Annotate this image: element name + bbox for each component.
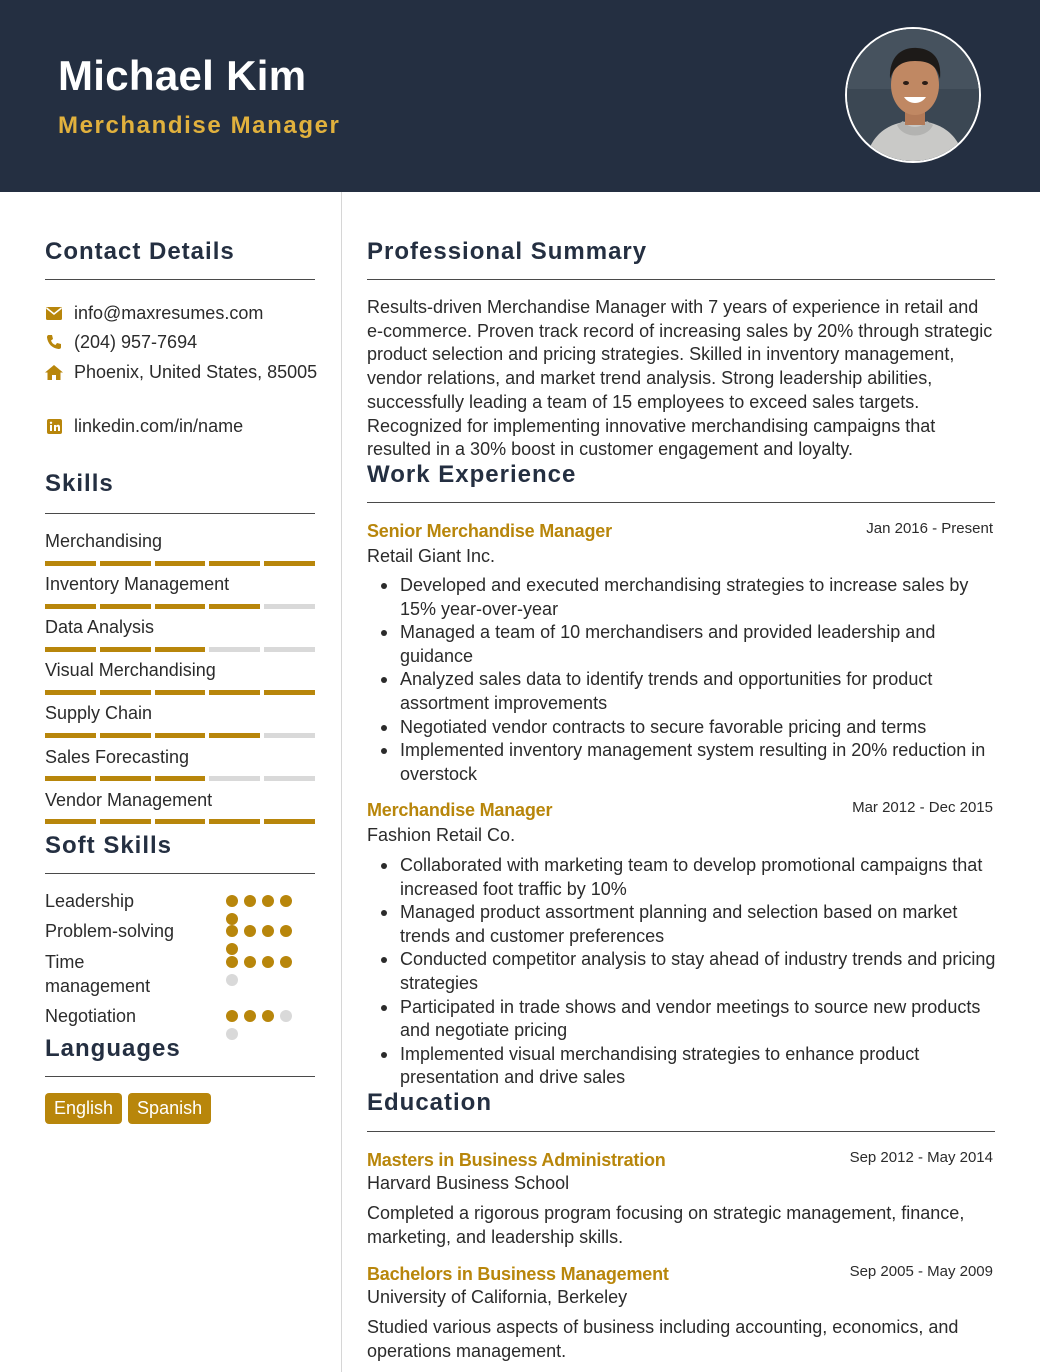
language-tag: English	[45, 1093, 122, 1124]
skill-segment-filled	[264, 690, 315, 695]
skill-level-bar	[45, 647, 315, 652]
job-role: Merchandise Manager	[367, 800, 553, 820]
skill-segment-filled	[100, 561, 151, 566]
language-tag: Spanish	[128, 1093, 211, 1124]
skill-segment-filled	[264, 819, 315, 824]
envelope-icon	[45, 304, 63, 322]
job-bullet: Collaborated with marketing team to develop promotional campaigns that increased foot traffic by 10%	[367, 854, 997, 901]
rating-dot-filled	[226, 956, 238, 968]
column-divider	[341, 192, 342, 1372]
skill-segment-empty	[264, 776, 315, 781]
skill-segment-filled	[45, 733, 96, 738]
profile-photo	[845, 27, 981, 163]
rating-dot-filled	[262, 1010, 274, 1022]
skill-segment-filled	[209, 604, 260, 609]
contact-linkedin-text: linkedin.com/in/name	[74, 415, 244, 436]
soft-skill-dots	[226, 895, 298, 925]
skill-segment-filled	[155, 561, 206, 566]
contact-linkedin[interactable]	[45, 415, 243, 437]
rating-dot-filled	[244, 925, 256, 937]
job-bullet: Implemented visual merchandising strategies to enhance product presentation and drive sales	[367, 1043, 997, 1090]
skill-segment-filled	[45, 819, 96, 824]
rating-dot-filled	[280, 956, 292, 968]
home-icon	[45, 363, 63, 381]
soft-skills-heading: Soft Skills	[45, 832, 173, 859]
rating-dot-filled	[262, 956, 274, 968]
skill-segment-filled	[100, 690, 151, 695]
rating-dot-empty	[226, 974, 238, 986]
soft-skill-dots	[226, 1010, 298, 1040]
skill-segment-empty	[209, 647, 260, 652]
contact-heading-rule	[45, 279, 315, 280]
linkedin-icon	[45, 417, 63, 435]
skill-segment-filled	[209, 561, 260, 566]
rating-dot-filled	[244, 895, 256, 907]
skill-level-bar	[45, 819, 315, 824]
summary-heading-rule	[367, 279, 995, 280]
education-heading-rule	[367, 1131, 995, 1132]
skill-segment-empty	[264, 604, 315, 609]
experience-heading-rule	[367, 502, 995, 503]
rating-dot-filled	[226, 925, 238, 937]
languages-heading: Languages	[45, 1035, 181, 1062]
skill-segment-filled	[100, 733, 151, 738]
skill-segment-filled	[45, 561, 96, 566]
job-bullet: Negotiated vendor contracts to secure favorable pricing and terms	[367, 716, 997, 740]
skill-segment-filled	[264, 561, 315, 566]
candidate-title: Merchandise Manager	[58, 112, 341, 139]
skill-segment-filled	[100, 604, 151, 609]
skill-segment-filled	[155, 733, 206, 738]
skill-name: Sales Forecasting	[45, 747, 190, 767]
contact-phone[interactable]	[45, 331, 197, 353]
job-bullets	[367, 574, 997, 786]
skill-level-bar	[45, 690, 315, 695]
skills-heading: Skills	[45, 470, 114, 497]
rating-dot-filled	[262, 925, 274, 937]
skill-segment-filled	[100, 647, 151, 652]
languages-heading-rule	[45, 1076, 315, 1077]
job-bullet: Analyzed sales data to identify trends and opportunities for product assortment improvements	[367, 668, 997, 715]
skill-level-bar	[45, 733, 315, 738]
soft-skill-name: Negotiation	[45, 1006, 137, 1026]
rating-dot-filled	[226, 943, 238, 955]
resume-header	[0, 0, 1040, 192]
rating-dot-filled	[226, 895, 238, 907]
job-bullet: Conducted competitor analysis to stay ahead of industry trends and pricing strategies	[367, 948, 997, 995]
skill-name: Visual Merchandising	[45, 660, 216, 680]
rating-dot-filled	[226, 1010, 238, 1022]
contact-email[interactable]	[45, 302, 263, 324]
education-dates: Sep 2005 - May 2009	[849, 1263, 993, 1280]
education-degree: Masters in Business Administration	[367, 1150, 666, 1170]
soft-skill-dots	[226, 956, 298, 986]
summary-heading: Professional Summary	[367, 238, 648, 265]
skill-segment-filled	[100, 819, 151, 824]
contact-phone-text: (204) 957-7694	[74, 331, 198, 352]
soft-skill-name: Problem-solving	[45, 921, 175, 941]
job-company: Fashion Retail Co.	[367, 825, 516, 845]
job-dates: Jan 2016 - Present	[866, 520, 993, 537]
job-bullet: Developed and executed merchandising strategies to increase sales by 15% year-over-year	[367, 574, 997, 621]
education-school: Harvard Business School	[367, 1173, 570, 1193]
profile-photo-illustration	[847, 29, 981, 163]
education-degree: Bachelors in Business Management	[367, 1264, 669, 1284]
contact-location-text: Phoenix, United States, 85005	[74, 361, 318, 382]
job-dates: Mar 2012 - Dec 2015	[852, 799, 993, 816]
education-dates: Sep 2012 - May 2014	[849, 1149, 993, 1166]
contact-location	[45, 361, 317, 383]
education-heading: Education	[367, 1089, 493, 1116]
skill-segment-filled	[155, 647, 206, 652]
education-description: Completed a rigorous program focusing on strategic management, finance, marketing, and leadership skills.	[367, 1203, 965, 1247]
rating-dot-filled	[226, 913, 238, 925]
phone-icon	[45, 333, 63, 351]
job-bullet: Managed product assortment planning and selection based on market trends and customer preferences	[367, 901, 997, 948]
soft-skills-heading-rule	[45, 873, 315, 874]
skill-segment-filled	[155, 819, 206, 824]
skill-segment-empty	[209, 776, 260, 781]
job-bullet: Participated in trade shows and vendor meetings to source new products and negotiate pricing	[367, 996, 997, 1043]
soft-skill-name: Time management	[45, 952, 151, 996]
rating-dot-filled	[244, 1010, 256, 1022]
job-role: Senior Merchandise Manager	[367, 521, 612, 541]
skill-level-bar	[45, 776, 315, 781]
education-description: Studied various aspects of business including accounting, economics, and operations management.	[367, 1317, 959, 1361]
rating-dot-empty	[280, 1010, 292, 1022]
summary-text: Results-driven Merchandise Manager with 7 years of experience in retail and e-commerce. Proven track record of increasing sales by 20% through strategic product selection and pricing strategies. Skilled in inventory management, vendor relations, and market trend analysis. Strong leadership abilities, successfully leading a team of 15 employees to exceed sales targets. Recognized for implementing innovative merchandising campaigns that resulted in a 30% boost in customer engagement and loyalty.	[367, 297, 993, 460]
skill-name: Merchandising	[45, 531, 163, 551]
job-company: Retail Giant Inc.	[367, 546, 496, 566]
education-school: University of California, Berkeley	[367, 1287, 628, 1307]
rating-dot-filled	[244, 956, 256, 968]
skill-segment-filled	[45, 776, 96, 781]
skill-name: Inventory Management	[45, 574, 230, 594]
skill-segment-filled	[209, 819, 260, 824]
rating-dot-empty	[226, 1028, 238, 1040]
contact-email-text: info@maxresumes.com	[74, 302, 264, 323]
skill-segment-filled	[155, 604, 206, 609]
contact-heading: Contact Details	[45, 238, 235, 265]
language-list	[45, 1093, 211, 1124]
skill-name: Vendor Management	[45, 790, 213, 810]
rating-dot-filled	[262, 895, 274, 907]
skills-heading-rule	[45, 513, 315, 514]
job-bullets	[367, 854, 997, 1090]
candidate-name: Michael Kim	[58, 52, 307, 99]
skill-segment-filled	[209, 690, 260, 695]
rating-dot-filled	[280, 895, 292, 907]
skill-segment-filled	[155, 690, 206, 695]
skill-segment-filled	[45, 604, 96, 609]
soft-skill-dots	[226, 925, 298, 955]
skill-name: Supply Chain	[45, 703, 153, 723]
skill-segment-filled	[45, 690, 96, 695]
skill-segment-filled	[45, 647, 96, 652]
skill-segment-filled	[100, 776, 151, 781]
skill-level-bar	[45, 604, 315, 609]
job-bullet: Implemented inventory management system resulting in 20% reduction in overstock	[367, 739, 997, 786]
soft-skill-name: Leadership	[45, 891, 135, 911]
skill-segment-empty	[264, 647, 315, 652]
rating-dot-filled	[280, 925, 292, 937]
skill-level-bar	[45, 561, 315, 566]
job-bullet: Managed a team of 10 merchandisers and provided leadership and guidance	[367, 621, 997, 668]
skill-name: Data Analysis	[45, 617, 155, 637]
experience-heading: Work Experience	[367, 461, 577, 488]
skill-segment-empty	[264, 733, 315, 738]
skill-segment-filled	[209, 733, 260, 738]
skill-segment-filled	[155, 776, 206, 781]
